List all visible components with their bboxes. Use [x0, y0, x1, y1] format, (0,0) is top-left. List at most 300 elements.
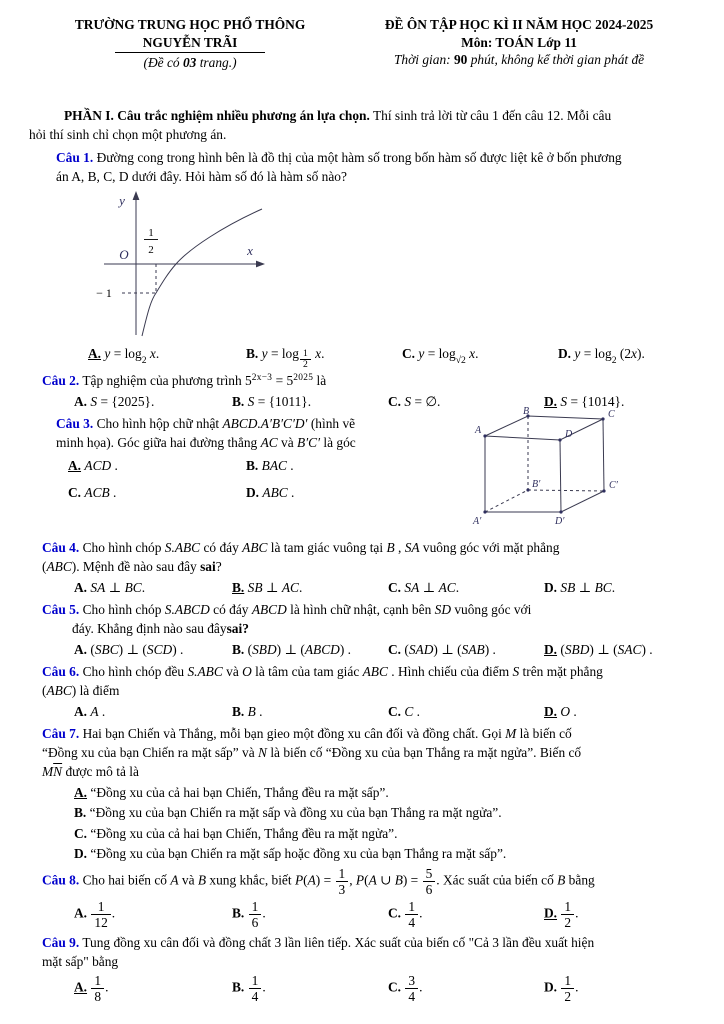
- text-run: AC: [260, 434, 278, 450]
- text-run: “Đồng xu của bạn Chiến ra mặt sấp” và: [42, 745, 259, 761]
- option-label: D.: [544, 641, 558, 657]
- question-number: Câu 9.: [42, 935, 80, 951]
- text-run: C: [404, 704, 414, 720]
- text-run: = 5: [272, 372, 294, 388]
- text-run: .: [111, 905, 116, 921]
- text-run: SCD: [146, 641, 173, 657]
- text-run: (: [560, 641, 565, 657]
- option: [402, 344, 558, 368]
- vertex-B-label: B: [523, 405, 530, 417]
- question-body: [42, 724, 700, 781]
- edge-BpCp-hidden: [528, 490, 604, 491]
- text-run: vuông góc với mặt phẳng: [419, 539, 560, 555]
- text-run: BC: [124, 579, 142, 595]
- option: [232, 392, 388, 411]
- text-run: ) =: [315, 872, 335, 888]
- text-run: minh họa). Góc giữa hai đường thẳng: [56, 434, 261, 450]
- text-run: S: [512, 664, 520, 679]
- option: [544, 640, 700, 659]
- text-run: PHẦN I. Câu trắc nghiệm nhiều phương án lựa chọn.: [64, 108, 370, 124]
- text-run: S: [404, 393, 412, 409]
- text-run: hỏi thí sinh chỉ chọn một phương án.: [29, 127, 227, 143]
- text-run: ). Mệnh đề nào sau đây: [71, 558, 201, 574]
- option: [74, 899, 232, 930]
- fraction: [560, 899, 575, 930]
- text-run: trang.): [196, 55, 237, 71]
- fraction: [248, 973, 266, 1005]
- question-block: [42, 662, 700, 721]
- text-run: là: [313, 372, 327, 388]
- text-run: (: [90, 641, 95, 657]
- text-run: = log: [110, 346, 142, 362]
- option-label: D.: [544, 393, 558, 409]
- text-run: ) .: [172, 641, 184, 657]
- text-run: là tam giác vuông tại: [267, 539, 387, 555]
- text-run: mặt sấp" bằng: [42, 954, 119, 970]
- option: [246, 483, 436, 502]
- text-run: y: [574, 346, 581, 362]
- text-run: x: [469, 346, 476, 362]
- question-body: [42, 933, 700, 971]
- text-run: SD: [434, 601, 451, 617]
- option-label: C.: [68, 484, 82, 500]
- fraction-numerator: 3: [405, 973, 418, 989]
- text-run: .: [105, 979, 109, 995]
- option-label: A.: [74, 704, 88, 720]
- vertex-C-label: C: [608, 408, 615, 420]
- text-run: B′C′: [297, 434, 321, 450]
- text-run: .: [286, 457, 294, 473]
- text-run: S.ABC: [187, 664, 223, 679]
- text-run: và: [178, 872, 198, 888]
- fraction-numerator: 5: [423, 866, 436, 882]
- option: [74, 640, 232, 659]
- option: [68, 483, 246, 502]
- option: [74, 783, 700, 802]
- question-number: Câu 1.: [56, 150, 94, 166]
- cuboid-svg: [468, 406, 663, 530]
- text-run: .: [419, 979, 423, 995]
- exam-title-block: [338, 16, 700, 72]
- text-run: .: [575, 979, 579, 995]
- question-body: [56, 148, 700, 186]
- text-run: ABC: [262, 484, 288, 500]
- text-run: AC: [281, 579, 299, 595]
- text-run: $\overline{N}$: [53, 764, 63, 780]
- option: [246, 456, 436, 475]
- text-run: trên mặt phẳng: [519, 664, 603, 679]
- fraction-numerator: 1: [249, 973, 262, 989]
- text-run: S: [560, 393, 568, 409]
- text-run: ,: [349, 872, 356, 888]
- option: [88, 344, 246, 368]
- text-run: . Hình chiếu của điểm: [387, 664, 513, 679]
- text-run: A: [170, 872, 179, 888]
- option-label: B.: [74, 805, 87, 821]
- text-run: B: [247, 704, 256, 720]
- question-block: [42, 933, 700, 1004]
- question-body: [42, 600, 700, 638]
- fraction-numerator: 1: [300, 349, 311, 360]
- subscript: [299, 348, 312, 371]
- pages-note: [42, 54, 338, 72]
- text-run: .: [255, 704, 263, 720]
- text-run: Cho hai biến cố: [79, 872, 171, 888]
- text-run: ) .: [339, 641, 351, 657]
- option-label: A.: [68, 457, 82, 473]
- vertex-D-label: D: [565, 428, 573, 440]
- text-run: B: [197, 872, 207, 888]
- question-number: Câu 6.: [42, 664, 80, 679]
- text-run: x: [631, 346, 637, 362]
- question-body: [42, 866, 700, 897]
- text-run: .: [287, 484, 295, 500]
- fraction-denominator: 8: [94, 989, 102, 1005]
- option-label: D.: [544, 979, 558, 995]
- school-name-line1: TRƯỜNG TRUNG HỌC PHỔ THÔNG: [74, 17, 306, 32]
- text-run: là góc: [320, 434, 356, 450]
- text-run: SA: [404, 539, 420, 555]
- question-block: [42, 724, 700, 863]
- fraction: [560, 973, 575, 1004]
- option: [246, 344, 402, 371]
- text-run: (: [404, 641, 409, 657]
- text-run: vuông góc với: [451, 601, 532, 617]
- exam-title: ĐỀ ÔN TẬP HỌC KÌ II NĂM HỌC 2024-2025: [384, 17, 654, 32]
- text-run: x: [149, 346, 156, 362]
- option-label: A.: [74, 641, 88, 657]
- fraction-numerator: 1: [91, 973, 104, 989]
- option-label: B.: [232, 393, 245, 409]
- fraction: [404, 899, 419, 930]
- text-run: “Đồng xu của cả hai bạn Chiến, Thắng đều ra mặt sấp”.: [90, 784, 389, 800]
- vertex-A-label: A: [475, 424, 482, 436]
- question-block: [56, 148, 700, 371]
- text-run: x: [315, 346, 322, 362]
- text-run: S: [90, 393, 98, 409]
- options: [74, 899, 700, 930]
- option-label: C.: [402, 346, 416, 362]
- fraction-denominator: 2: [302, 359, 308, 371]
- y-axis-label: y: [119, 193, 125, 209]
- text-run: Đường cong trong hình bên là đồ thị của một hàm số trong bốn hàm số được liệt kê ở bốn phương: [93, 150, 622, 166]
- text-run: (hình vẽ: [307, 415, 356, 431]
- text-run: 90: [453, 52, 468, 68]
- text-run: .: [141, 579, 146, 595]
- text-run: bằng: [565, 872, 595, 888]
- fraction-numerator: 1: [405, 899, 418, 915]
- text-run: Hai bạn Chiến và Thắng, mỗi bạn gieo một đồng xu cân đối và đồng chất. Gọi: [79, 726, 506, 742]
- option-label: B.: [246, 457, 259, 473]
- text-run: BC: [594, 579, 612, 595]
- text-run: .: [109, 484, 117, 500]
- text-run: .: [111, 457, 118, 473]
- text-run: y: [261, 346, 268, 362]
- option-label: A.: [88, 346, 102, 362]
- text-run: .: [262, 905, 266, 921]
- text-run: (: [247, 641, 253, 657]
- text-run: ∪: [376, 872, 395, 888]
- text-run: (Đề có: [143, 55, 183, 71]
- text-run: án A, B, C, D dưới đây. Hỏi hàm số đó là hàm số nào?: [56, 169, 347, 185]
- text-run: ).: [636, 346, 645, 362]
- fraction: [299, 349, 312, 370]
- text-run: ABC: [46, 683, 72, 699]
- text-run: là biến cố “Đồng xu của bạn Thắng ra mặt ngửa”. Biến cố: [266, 745, 582, 761]
- text-run: S.ABCD: [164, 601, 210, 617]
- options: [68, 456, 436, 502]
- question-body: [56, 414, 444, 452]
- text-run: P: [355, 872, 365, 888]
- option: [388, 640, 544, 659]
- option: [544, 702, 700, 721]
- option-label: B.: [246, 346, 259, 362]
- text-run: .: [570, 704, 577, 720]
- question-body: [42, 662, 700, 700]
- text-run: ,: [394, 539, 405, 555]
- option: [544, 578, 700, 597]
- text-run: Thời gian:: [393, 52, 454, 68]
- text-run: ) .: [484, 641, 496, 657]
- options: [74, 578, 700, 597]
- question-block: [42, 538, 700, 597]
- text-run: (: [42, 558, 47, 574]
- fraction-denominator: 4: [408, 915, 416, 931]
- option-label: B.: [232, 641, 245, 657]
- option-label: A.: [74, 979, 88, 995]
- neg-one-label: − 1: [96, 286, 112, 301]
- vertex-Bp-label: B′: [532, 478, 541, 490]
- option: [68, 456, 246, 475]
- text-run: SAC: [617, 641, 642, 657]
- text-run: ABCD: [251, 601, 287, 617]
- text-run: .: [475, 346, 479, 362]
- text-run: ABC: [242, 539, 268, 555]
- fraction-denominator: 4: [408, 989, 416, 1005]
- option-label: C.: [74, 825, 88, 841]
- edge-CCp: [603, 419, 604, 491]
- x-axis-label: x: [247, 243, 253, 259]
- option-label: A.: [74, 393, 88, 409]
- text-run: ) là điểm: [71, 683, 120, 699]
- text-run: SBD: [252, 641, 277, 657]
- options: [74, 640, 700, 659]
- edge-DpCp: [561, 491, 604, 512]
- fraction-numerator: 1: [336, 866, 349, 882]
- text-run: đáy. Khẳng định nào sau đây: [72, 620, 227, 636]
- text-run: 03: [182, 55, 197, 71]
- options: [74, 702, 700, 721]
- option: [388, 973, 544, 1004]
- text-run: .: [298, 579, 303, 595]
- text-run: và: [277, 434, 298, 450]
- text-run: .: [413, 704, 421, 720]
- question-number: Câu 7.: [42, 726, 80, 742]
- option: [232, 899, 388, 930]
- fraction: [404, 973, 419, 1004]
- option-label: C.: [388, 579, 402, 595]
- exam-subject: Môn: TOÁN Lớp 11: [461, 34, 577, 50]
- question-text-column: [56, 414, 444, 502]
- edge-ApBp-hidden: [485, 490, 528, 512]
- text-run: ?: [215, 558, 222, 574]
- question-block: [42, 866, 700, 930]
- log-graph-svg: [74, 189, 364, 337]
- fraction-numerator: 1: [561, 899, 574, 915]
- text-run: = log: [424, 346, 456, 362]
- text-run: xung khắc, biết: [206, 872, 295, 888]
- option: [388, 899, 544, 930]
- text-run: S: [247, 393, 255, 409]
- school-name-line2: NGUYỄN TRÃI: [115, 34, 266, 54]
- question-body: [42, 538, 700, 576]
- fraction-denominator: 2: [564, 915, 572, 931]
- subscript: √2: [455, 355, 466, 367]
- option: [232, 578, 388, 597]
- text-run: AC: [438, 579, 456, 595]
- text-run: (: [303, 872, 308, 888]
- text-run: “Đồng xu của bạn Chiến ra mặt sấp và đồng xu của bạn Thắng ra mặt ngửa”.: [89, 805, 502, 821]
- option: [74, 844, 700, 863]
- text-run: BAC: [261, 457, 287, 473]
- option-label: B.: [232, 979, 245, 995]
- text-run: ) ⊥ (: [118, 641, 147, 657]
- y-axis-arrow: [133, 191, 140, 200]
- options: [74, 783, 700, 864]
- origin-label: O: [119, 247, 129, 263]
- text-run: = {1011}.: [254, 393, 312, 409]
- text-run: .: [575, 905, 579, 921]
- text-run: P: [294, 872, 304, 888]
- text-run: ) =: [402, 872, 422, 888]
- text-run: SA: [90, 579, 106, 595]
- text-run: ACB: [84, 484, 110, 500]
- text-run: ) ⊥ (: [589, 641, 618, 657]
- text-run: = log: [267, 346, 299, 362]
- fraction: [248, 899, 266, 931]
- option: [74, 824, 700, 843]
- text-run: A: [307, 872, 316, 888]
- text-run: .: [262, 979, 266, 995]
- text-run: Cho hình chóp: [79, 539, 165, 555]
- text-run: và: [222, 664, 243, 679]
- fraction: [90, 899, 111, 930]
- fraction-denominator: 6: [425, 882, 433, 898]
- text-run: B: [386, 539, 395, 555]
- question-block: [42, 600, 700, 659]
- text-run: = log: [580, 346, 612, 362]
- text-run: .: [155, 346, 160, 362]
- fraction-denominator: 2: [564, 989, 572, 1005]
- text-run: ABCD: [304, 641, 340, 657]
- text-run: Tập nghiệm của phương trình 5: [79, 372, 252, 388]
- option: [74, 578, 232, 597]
- text-run: B: [394, 872, 403, 888]
- text-run: ) .: [641, 641, 653, 657]
- text-run: “Đồng xu của bạn Chiến ra mặt sấp hoặc đồng xu của bạn Thắng ra mặt sấp”.: [90, 846, 507, 862]
- log-curve: [142, 209, 262, 336]
- question-number: Câu 4.: [42, 539, 80, 555]
- text-run: ⊥: [419, 579, 439, 595]
- cuboid-figure: [468, 406, 663, 535]
- fraction: [422, 866, 437, 897]
- vertex-Cp-label: C′: [609, 479, 618, 491]
- vertex-Dp-label: D′: [555, 515, 565, 527]
- option: [388, 578, 544, 597]
- text-run: A: [90, 704, 99, 720]
- text-run: ⊥: [105, 579, 125, 595]
- text-run: SAD: [408, 641, 434, 657]
- text-run: (: [42, 683, 47, 699]
- text-run: là biến cố: [516, 726, 572, 742]
- option-label: A.: [74, 905, 88, 921]
- text-run: được mô tả là: [62, 764, 139, 780]
- option-label: A.: [74, 784, 88, 800]
- x-axis-arrow: [256, 261, 265, 268]
- fraction-numerator: 1: [91, 899, 110, 915]
- text-run: Cho hình chóp: [79, 601, 165, 617]
- fraction-denominator: 3: [338, 882, 346, 898]
- question-number: Câu 5.: [42, 601, 80, 617]
- question-number: Câu 8.: [42, 872, 80, 888]
- fraction: [335, 866, 350, 897]
- option-label: C.: [388, 704, 402, 720]
- text-run: là hình chữ nhật, cạnh bên: [286, 601, 435, 617]
- text-run: có đáy: [209, 601, 252, 617]
- options: [74, 973, 700, 1004]
- text-run: ⊥: [262, 579, 282, 595]
- fraction-denominator: 6: [251, 915, 259, 931]
- text-run: sai: [200, 558, 216, 574]
- text-run: ABC: [46, 558, 72, 574]
- exam-time: [338, 51, 700, 69]
- fraction-denominator: 4: [251, 989, 259, 1005]
- text-run: Cho hình chóp đều: [79, 664, 188, 679]
- question-block: [42, 371, 700, 411]
- option-label: C.: [388, 979, 402, 995]
- text-run: A: [368, 872, 377, 888]
- option: [388, 702, 544, 721]
- option: [232, 640, 388, 659]
- fraction: [90, 973, 105, 1004]
- text-run: .: [321, 346, 325, 362]
- superscript: 2025: [293, 372, 314, 383]
- option-label: D.: [544, 704, 558, 720]
- question-number: Câu 2.: [42, 372, 80, 388]
- text-run: N: [258, 745, 267, 761]
- questions-container: [42, 148, 700, 1004]
- question-block: [56, 405, 700, 535]
- subscript: 2: [611, 355, 617, 367]
- text-run: B: [557, 872, 566, 888]
- text-run: y: [104, 346, 111, 362]
- exam-header: [42, 16, 700, 72]
- text-run: Cho hình hộp chữ nhật: [93, 415, 223, 431]
- text-run: phút, không kể thời gian phát đề: [467, 52, 645, 68]
- option: [544, 899, 700, 930]
- text-run: Tung đồng xu cân đối và đồng chất 3 lần liên tiếp. Xác suất của biến cố "Cả 3 lần đều xuất hiện: [79, 935, 595, 951]
- text-run: y: [418, 346, 425, 362]
- text-run: O: [560, 704, 571, 720]
- option-label: C.: [388, 641, 402, 657]
- text-run: (2: [616, 346, 632, 362]
- edge-DDp: [560, 440, 561, 512]
- vertex-Ap-label: A′: [473, 515, 482, 527]
- log-graph-figure: [74, 189, 700, 342]
- half-denominator: 2: [148, 244, 154, 257]
- text-run: SB: [560, 579, 576, 595]
- text-run: SAB: [461, 641, 485, 657]
